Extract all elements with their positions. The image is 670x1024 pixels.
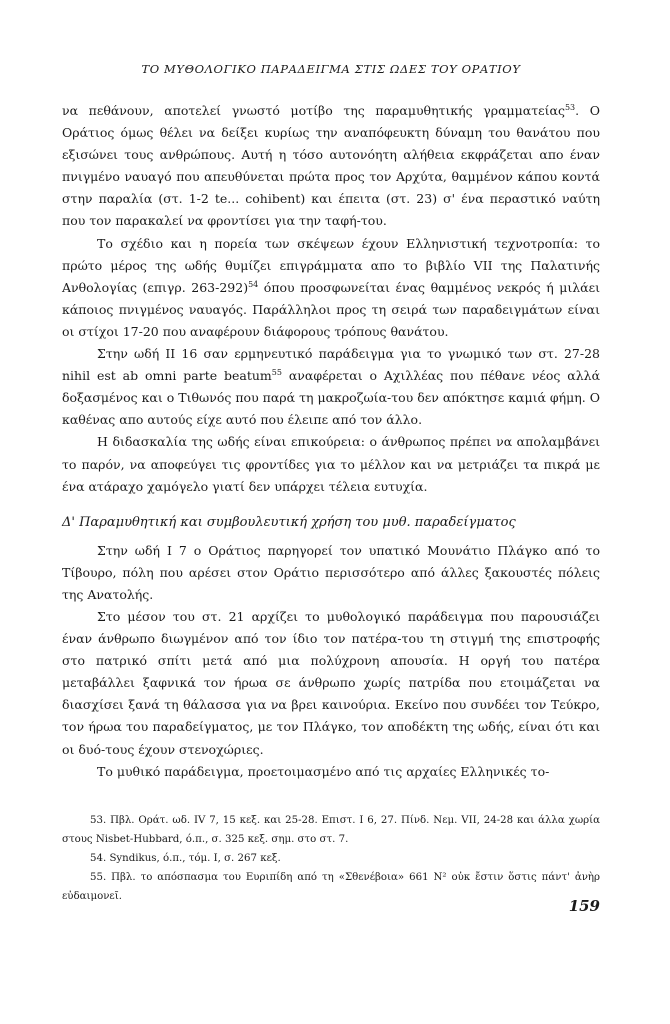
paragraph-5: Στην ωδή Ι 7 ο Οράτιος παρηγορεί τον υπατικό Μουνάτιο Πλάγκο από το Τίβουρο, πόλη που αρέσει στον Οράτιο περισσότερο από άλλες ξακουστές πόλεις της Ανατολής.	[62, 542, 600, 602]
footnotes	[62, 811, 600, 906]
paragraph-3-text-a: Στην ωδή ΙΙ 16 σαν ερμηνευτικό παράδειγμα για το γνωμικό των στ. 27-28 nihil est ab omni parte beatum	[62, 346, 600, 384]
paragraph-2-text-a: Το σχέδιο και η πορεία των σκέψεων έχουν Ελληνιστική τεχνοτροπία: το πρώτο μέρος της ωδής θυμίζει επιγράμματα απο το βιβλίο VII της Παλατινής Ανθολογίας (επιγρ. 263-292)	[62, 235, 600, 295]
paragraph-6: Στο μέσον του στ. 21 αρχίζει το μυθολογικό παράδειγμα που παρουσιάζει έναν άνθρωπο διωγμένον από τον ίδιο τον πατέρα-του τη στιγμή της επιστροφής στο πατρικό σπίτι μετά από μια πολύχρονη απουσία. Η οργή του πατέρα μεταβάλλει ξαφνικά τον ήρωα σε άνθρωπο χωρίς πατρίδα που ετοιμάζεται να διασχίσει ξανά τη θάλασσα για να βρει καινούρια. Εκείνο που συνδέει τον Τεύκρο, τον ήρωα του παραδείγματος, με τον Πλάγκο, τον αποδέκτη της ωδής, είναι ότι και οι δυό-τους έχουν στενοχώριες.	[62, 608, 600, 757]
running-head: ΤΟ ΜΥΘΟΛΟΓΙΚΟ ΠΑΡΑΔΕΙΓΜΑ ΣΤΙΣ ΩΔΕΣ ΤΟΥ ΟΡΑΤΙΟΥ	[141, 62, 521, 76]
paragraph-1-text-a: να πεθάνουν, αποτελεί γνωστό μοτίβο της παραμυθητικής γραμματείας	[62, 103, 565, 118]
paragraph-3	[62, 343, 600, 431]
page-number: 159	[568, 897, 600, 915]
paragraph-1	[62, 100, 600, 233]
paragraph-3-text-b: αναφέρεται ο Αχιλλέας που πέθανε νέος αλλά δοξασμένος και ο Τιθωνός που παρά τη μακροζωία-του δεν απόκτησε καμιά φήμη. Ο καθένας απο αυτούς είχε αυτό που έλειπε από τον άλλο.	[62, 368, 601, 428]
section-heading: Δ' Παραμυθητική και συμβουλευτική χρήση του μυθ. παραδείγματος	[62, 514, 516, 530]
paragraph-7: Το μυθικό παράδειγμα, προετοιμασμένο από τις αρχαίες Ελληνικές το-	[97, 763, 550, 779]
paragraph-2-text-b: όπου προσφωνείται ένας θαμμένος νεκρός ή μιλάει κάποιος πνιγμένος ναυαγός. Παράλληλοι προς τη σειρά των παραδειγμάτων είναι οι στίχοι 17-20 που αναφέρουν διάφορους τρόπους θανάτου.	[62, 279, 600, 339]
page-body	[62, 62, 600, 906]
paragraph-1-text-b: . Ο Οράτιος όμως θέλει να δείξει κυρίως την αναπόφευκτη δύναμη του θανάτου που εξισώνει τους ανθρώπους. Αυτή η τόσο αυτονόητη αλήθεια εκφράζεται απο έναν πνιγμένο ναυαγό που απευθύνεται πρώτα προς τον Αρχύτα, θαμμένον κάπου κοντά στην παραλία (στ. 1-2 te... cohibent) και έπειτα (στ. 23) σ' ένα περαστικό ναύτη που τον παρακαλεί να φροντίσει για την ταφή-του.	[62, 103, 600, 229]
footnote-53: 53. Πβλ. Οράτ. ωδ. IV 7, 15 κεξ. και 25-28. Επιστ. I 6, 27. Πίνδ. Νεμ. VII, 24-28 και άλλα χωρία στους Nisbet-Hubbard, ό.π., σ. 325 κεξ. σημ. στο στ. 7.	[62, 814, 600, 845]
paragraph-4: Η διδασκαλία της ωδής είναι επικούρεια: ο άνθρωπος πρέπει να απολαμβάνει το παρόν, να αποφεύγει τις φροντίδες για το μέλλον και να μετριάζει τα πικρά με ένα ατάραχο χαμόγελο γιατί δεν υπάρχει τέλεια ευτυχία.	[62, 434, 600, 494]
footnote-54: 54. Syndikus, ό.π., τόμ. I, σ. 267 κεξ.	[90, 852, 281, 864]
footnote-ref-54: 54	[248, 279, 259, 289]
footnote-55: 55. Πβλ. το απόσπασμα του Ευριπίδη από τη «Σθενέβοια» 661 N² οὐκ ἔστιν ὅστις πάντ' ἀνὴρ εὐδαιμονεῖ.	[62, 871, 600, 902]
paragraph-2	[62, 233, 600, 343]
footnote-ref-55: 55	[271, 367, 282, 377]
footnote-ref-53: 53	[564, 102, 576, 112]
